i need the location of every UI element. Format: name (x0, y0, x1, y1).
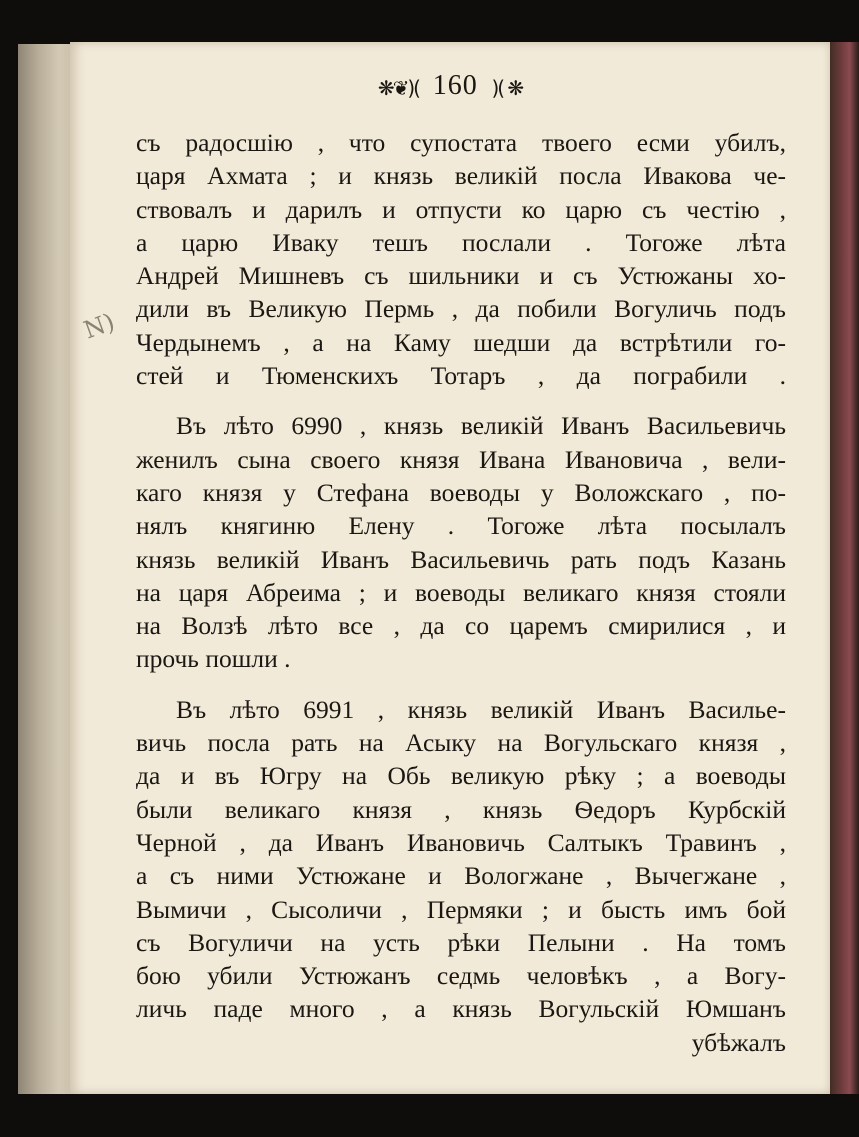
text-line: были великаго князя , князь Ѳедоръ Курбскій (136, 794, 786, 824)
text-line: а съ ними Устюжане и Вологжане , Вычегжане , (136, 861, 786, 891)
running-head (70, 70, 830, 102)
text-line: князь великій Иванъ Васильевичь рать подъ Казань (136, 544, 786, 574)
text-line: Вымичи , Сысоличи , Пермяки ; и бысть имъ бой (136, 894, 786, 924)
text-line: Черной , да Иванъ Ивановичь Салтыкъ Травинъ , (136, 827, 786, 857)
text-line: на царя Абреима ; и воеводы великаго князя стояли (136, 577, 786, 607)
margin-note: N) (80, 307, 119, 345)
text-line: вичь посла рать на Асыку на Вогульскаго князя , (136, 728, 786, 758)
text-line: Чердынемъ , а на Каму шедши да встрѣтили го- (136, 327, 786, 357)
paragraph-2 (136, 409, 786, 675)
text-line: стей и Тюменскихъ Тотаръ , да пограбили . (136, 361, 786, 391)
book-page-edges (18, 44, 76, 1094)
text-line: Андрей Мишневъ съ шильники и съ Устюжаны хо- (136, 261, 786, 291)
text-line: Въ лѣто 6990 , князь великій Иванъ Васильевичь (176, 411, 786, 441)
paragraph-3 (136, 693, 786, 1059)
text-line: на Волзѣ лѣто все , да со царемъ смирилися , и (136, 611, 786, 641)
text-line: дили въ Великую Пермь , да побили Вогуличь подъ (136, 294, 786, 324)
text-line: а царю Иваку тешъ послали . Тогоже лѣта (136, 227, 786, 257)
text-line: съ Вогуличи на усть рѣки Пелыни . На томъ (136, 927, 786, 957)
ornament-left-icon: ❋❦)( (377, 75, 419, 100)
catchword: убѣжалъ (691, 1027, 786, 1057)
next-page-fold (828, 42, 859, 1094)
ornament-right-icon: )( ❋ (491, 75, 523, 100)
text-line: женилъ сына своего князя Ивана Ивановича , вели- (136, 444, 786, 474)
text-line: да и въ Югру на Обь великую рѣку ; а воеводы (136, 761, 786, 791)
text-line: ствовалъ и дарилъ и отпусти ко царю съ честію , (136, 194, 786, 224)
book-page (70, 42, 830, 1094)
text-line: бою убили Устюжанъ седмь человѣкъ , а Вогу- (136, 961, 786, 991)
text-line: прочь пошли . (136, 644, 291, 674)
text-line: Въ лѣто 6991 , князь великій Иванъ Василье- (176, 694, 786, 724)
page-number: 160 (432, 70, 478, 101)
page-body-text (136, 126, 786, 1076)
text-line: съ радосшію , что супостата твоего есми убилъ, (136, 128, 786, 157)
text-line: нялъ княгиню Елену . Тогоже лѣта посылалъ (136, 511, 786, 541)
paragraph-1 (136, 126, 786, 392)
text-line: царя Ахмата ; и князь великій посла Ивакова че- (136, 161, 786, 191)
text-line: каго князя у Стефана воеводы у Воложскаго , по- (136, 477, 786, 507)
text-line: личь паде много , а князь Вогульскій Юмшанъ (136, 994, 786, 1024)
